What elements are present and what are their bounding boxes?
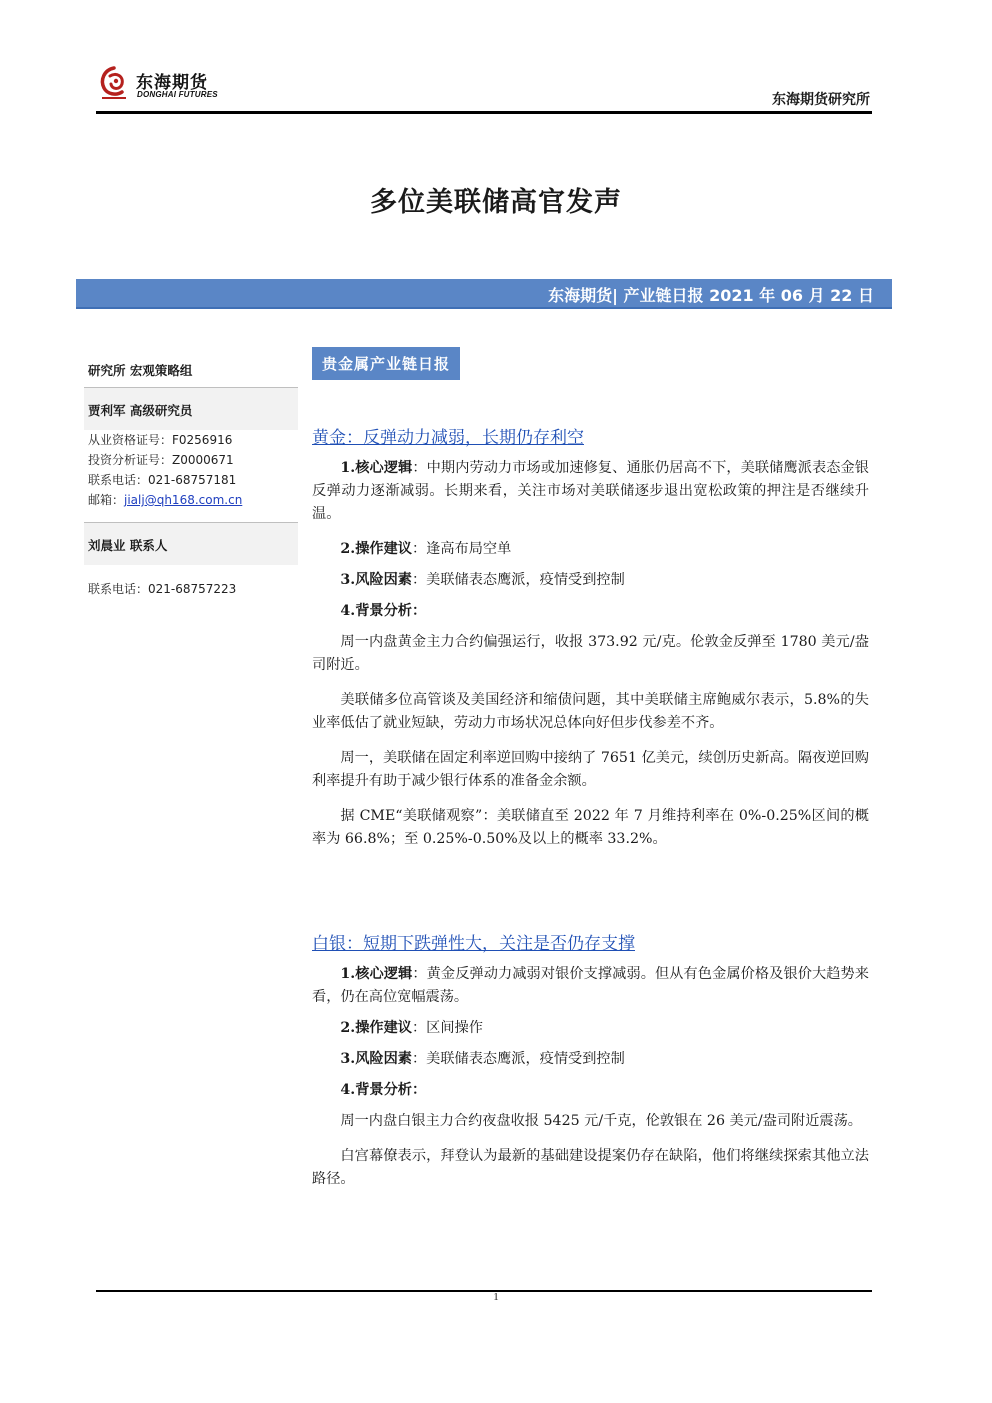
gold-background-paragraph: 据 CME“美联储观察”：美联储直至 2022 年 7 月维持利率在 0%-0.25%区间的概率为 66.8%；至 0.25%-0.50%及以上的概率 33.2%。 [312, 808, 869, 847]
silver-risk-label: 3.风险因素 [340, 1051, 412, 1067]
silver-section [312, 929, 869, 1191]
gold-core-logic [312, 457, 869, 526]
dragon-logo-icon [96, 64, 132, 104]
logo-text-en: DONGHAI FUTURES [137, 90, 218, 99]
page-title: 多位美联储高官发声 [370, 187, 622, 218]
page-number: 1 [493, 1291, 499, 1303]
gold-advice-label: 2.操作建议 [340, 541, 412, 557]
email-link[interactable]: jialj@qh168.com.cn [124, 493, 243, 507]
report-category-tag: 贵金属产业链日报 [312, 347, 460, 380]
silver-core-logic-label: 1.核心逻辑 [340, 966, 413, 982]
sidebar [84, 351, 298, 599]
contact-name: 刘晨业 联系人 [84, 523, 298, 565]
silver-core-logic-text: ：黄金反弹动力减弱对银价支撑减弱。但从有色金属价格及银价大趋势来看，仍在高位宽幅震荡。 [312, 966, 869, 1005]
gold-risk-label: 3.风险因素 [340, 572, 412, 588]
gold-core-logic-text: ：中期内劳动力市场或加速修复、通胀仍居高不下，美联储鹰派表态金银反弹动力逐渐减弱。长期来看，关注市场对美联储逐步退出宽松政策的押注是否继续升温。 [312, 460, 869, 522]
silver-advice-label: 2.操作建议 [340, 1020, 412, 1036]
logo-text-cn: 东海期货 [136, 73, 208, 93]
silver-risk-text: ：美联储表态鹰派，疫情受到控制 [411, 1051, 625, 1067]
silver-advice [312, 1017, 869, 1040]
research-institute-label: 东海期货研究所 [772, 92, 870, 108]
gold-background-label: 4.背景分析： [340, 603, 427, 619]
report-banner [76, 279, 892, 309]
analyst-email-row [84, 490, 298, 510]
gold-background-paragraph: 周一，美联储在固定利率逆回购中接纳了 7651 亿美元，续创历史新高。隔夜逆回购利率提升有助于减少银行体系的准备金余额。 [312, 750, 869, 789]
gold-section [312, 423, 869, 851]
silver-core-logic [312, 963, 869, 1009]
banner-text: 东海期货| 产业链日报 2021 年 06 月 22 日 [548, 286, 874, 305]
investment-analysis-number: 投资分析证号：Z0000671 [88, 453, 234, 467]
gold-advice [312, 538, 869, 561]
silver-advice-text: ：区间操作 [411, 1020, 483, 1036]
silver-background-paragraph: 周一内盘白银主力合约夜盘收报 5425 元/千克，伦敦银在 26 美元/盎司附近震荡。 [340, 1113, 862, 1129]
silver-background-paragraph: 白宫幕僚表示，拜登认为最新的基础建设提案仍存在缺陷，他们将继续探索其他立法路径。 [312, 1148, 869, 1187]
gold-advice-text: ：逢高布局空单 [411, 541, 512, 557]
email-label: 邮箱： [88, 493, 125, 507]
research-group: 研究所 宏观策略组 [88, 363, 193, 378]
gold-background-paragraph: 美联储多位高管谈及美国经济和缩债问题，其中美联储主席鲍威尔表示，5.8%的失业率低估了就业短缺，劳动力市场状况总体向好但步伐参差不齐。 [312, 692, 869, 731]
gold-risk-text: ：美联储表态鹰派，疫情受到控制 [411, 572, 625, 588]
contact-phone: 联系电话：021-68757223 [88, 582, 237, 596]
qualification-number: 从业资格证号：F0256916 [88, 433, 233, 447]
silver-background-label: 4.背景分析： [340, 1082, 427, 1098]
header-divider [96, 111, 872, 114]
analyst-name: 贾利军 高级研究员 [84, 388, 298, 430]
analyst-phone: 联系电话：021-68757181 [88, 473, 237, 487]
gold-section-title[interactable]: 黄金：反弹动力减弱，长期仍存利空 [312, 428, 584, 448]
gold-core-logic-label: 1.核心逻辑 [340, 460, 413, 476]
gold-background-paragraph: 周一内盘黄金主力合约偏强运行，收报 373.92 元/克。伦敦金反弹至 1780 美元/盎司附近。 [312, 634, 869, 673]
gold-risk [312, 569, 869, 592]
silver-section-title[interactable]: 白银：短期下跌弹性大，关注是否仍存支撑 [312, 934, 635, 954]
company-logo [96, 64, 236, 106]
silver-risk [312, 1048, 869, 1071]
